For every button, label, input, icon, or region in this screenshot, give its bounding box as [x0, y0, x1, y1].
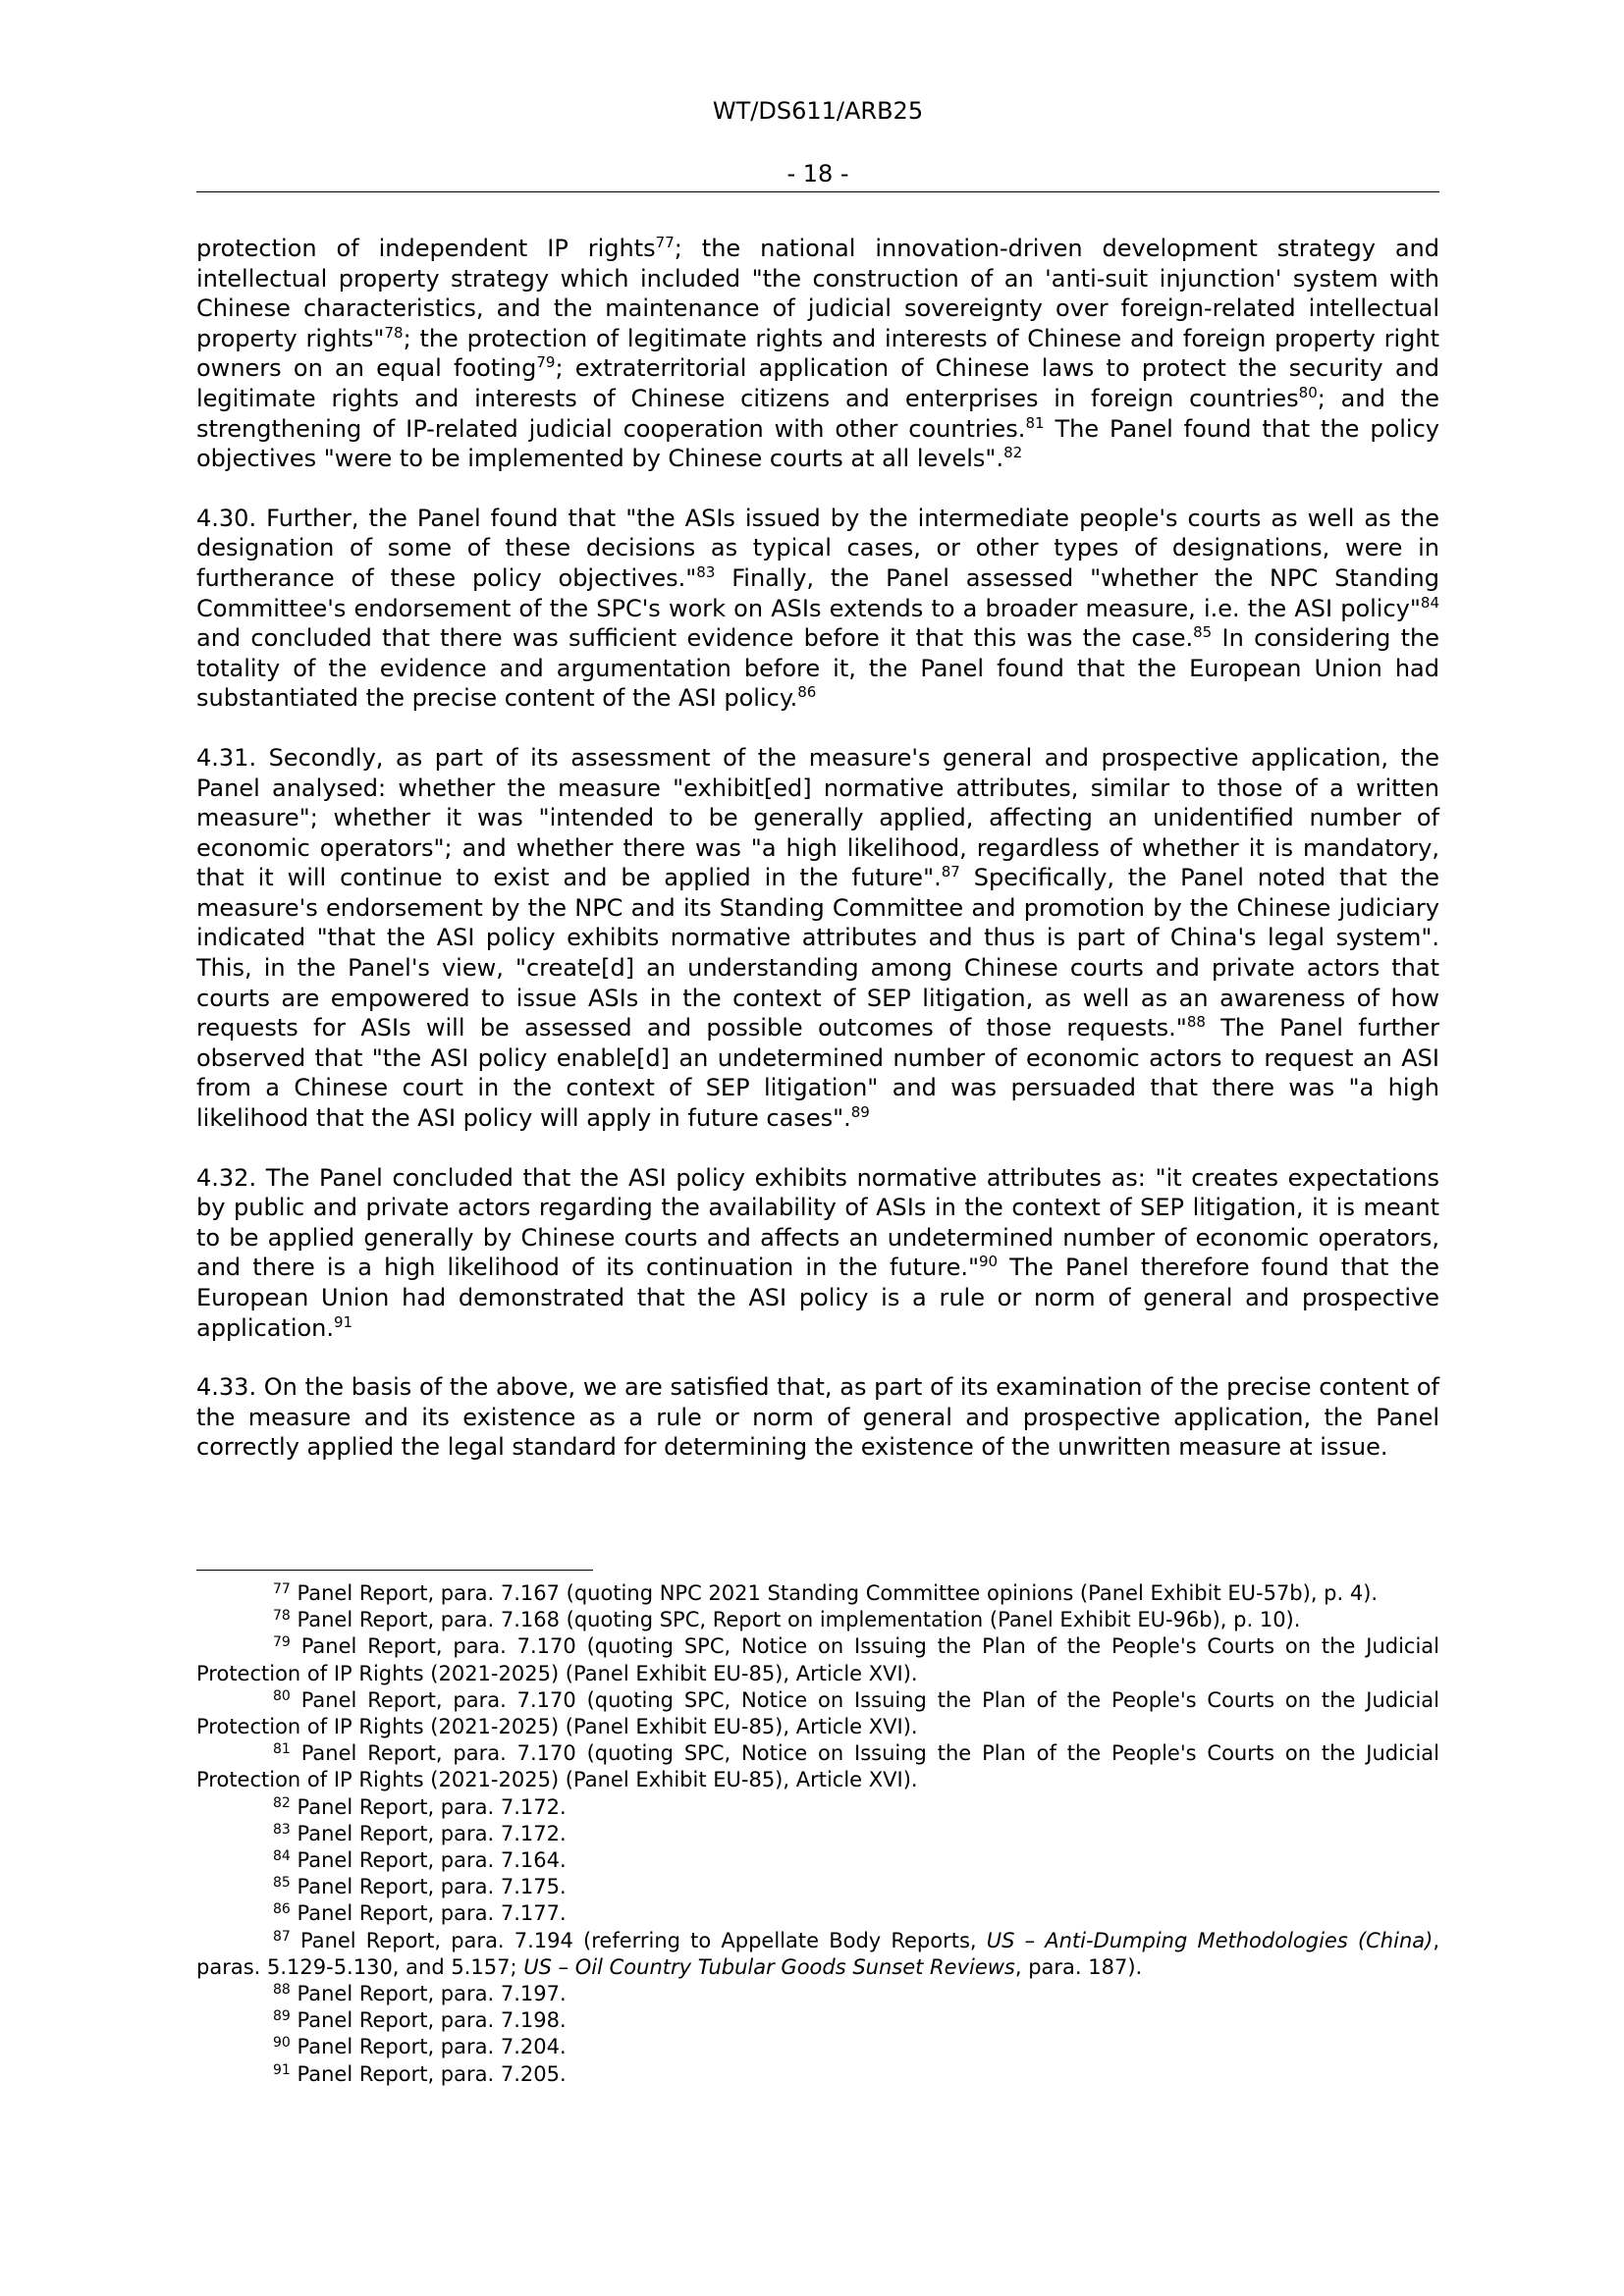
header-divider: [196, 191, 1439, 192]
text-run: , paras. 5.129-5.130, and 5.157;: [196, 1928, 1440, 1979]
footnote: [196, 1981, 1439, 2007]
text-run: The Panel therefore found that the European Union had demonstrated that the ASI policy is a rule or norm of general and prospective application.: [196, 1254, 1439, 1342]
footnote-reference: 88: [1186, 1013, 1206, 1032]
text-run: Specifically, the Panel noted that the measure's endorsement by the NPC and its Standing Committee and promotion by the Chinese judiciary indicated "that the ASI policy exhibits normative attributes and thus is part of China's legal system". This, in the Panel's view, "create[d] an understanding among Chinese courts and private actors that courts are empowered to issue ASIs in the context of SEP litigation, as well as an awareness of how requests for ASIs will be assessed and possible outcomes of those requests.": [196, 864, 1439, 1042]
footnote: [196, 2007, 1439, 2034]
footnote: [196, 2061, 1439, 2088]
footnote: [196, 1580, 1439, 1607]
footnote-reference: 82: [1003, 444, 1023, 462]
text-run: protection of independent IP rights: [196, 235, 656, 262]
footnote: [196, 1687, 1439, 1740]
text-run: The Panel found that the policy objectives "were to be implemented by Chinese courts at all levels".: [196, 414, 1439, 473]
text-run: ; and the strengthening of IP-related judicial cooperation with other countries.: [196, 384, 1440, 443]
footnote-reference: 77: [655, 234, 675, 251]
text-run: ; the national innovation-driven development strategy and intellectual property strategy which included "the construction of an 'anti-suit injunction' system with Chinese characteristics, and the maintenance of judicial sovereignty over foreign-related intellectual property rights": [196, 235, 1440, 352]
footnote: [196, 1928, 1439, 1981]
text-run: In considering the totality of the evidence and argumentation before it, the Panel found that the European Union had substantiated the precise content of the ASI policy.: [196, 624, 1439, 713]
text-run: Panel Report, para. 7.194 (referring to Appellate Body Reports,: [290, 1928, 987, 1952]
text-run: Finally, the Panel assessed "whether the NPC Standing Committee's endorsement of the SPC's work on ASIs extends to a broader measure, i.e. the ASI policy": [196, 563, 1439, 622]
footnote: [196, 1874, 1439, 1900]
text-run: Panel Report, para. 7.170 (quoting SPC, Notice on Issuing the Plan of the People's Courts on the Judicial Protection of IP Rights (2021-2025) (Panel Exhibit EU-85), Article XVI).: [196, 1741, 1439, 1792]
text-run: Panel Report, para. 7.170 (quoting SPC, Notice on Issuing the Plan of the People's Courts on the Judicial Protection of IP Rights (2021-2025) (Panel Exhibit EU-85), Article XVI).: [196, 1634, 1439, 1685]
text-run: Panel Report, para. 7.164.: [290, 1848, 567, 1873]
footnote: [196, 1607, 1439, 1633]
footnote-reference: 89: [850, 1103, 870, 1122]
text-run: Panel Report, para. 7.167 (quoting NPC 2021 Standing Committee opinions (Panel Exhibit EU-57b), p. 4).: [290, 1581, 1379, 1605]
text-run: Panel Report, para. 7.172.: [290, 1794, 567, 1819]
text-run: Panel Report, para. 7.198.: [290, 2008, 567, 2033]
footnote-number: 81: [273, 1741, 291, 1758]
text-run: ; extraterritorial application of Chinese laws to protect the security and legitimate rights and interests of Chinese citizens and enterprises in foreign countries: [196, 354, 1439, 412]
page-number: - 18 -: [786, 160, 849, 187]
footnote-reference: 86: [797, 683, 817, 702]
text-run: 4.30. Further, the Panel found that "the ASIs issued by the intermediate people's courts as well as the designation of some of these decisions as typical cases, or other types of designations, were in furtherance of these policy objectives.": [196, 504, 1439, 592]
text-run: Panel Report, para. 7.175.: [290, 1875, 567, 1899]
footnote-reference: 85: [1193, 623, 1213, 642]
footnote-number: 87: [273, 1928, 291, 1945]
footnote-number: 84: [273, 1848, 291, 1865]
document-symbol: WT/DS611/ARB25: [712, 97, 924, 125]
text-run: 4.33. On the basis of the above, we are satisfied that, as part of its examination of the precise content of the measure and its existence as a rule or norm of general and prospective application, the Panel correctly applied the legal standard for determining the existence of the unwritten measure at issue.: [196, 1373, 1439, 1462]
italic-citation: US – Oil Country Tubular Goods Sunset Reviews: [523, 1954, 1015, 1979]
footnote-number: 78: [273, 1608, 291, 1625]
footnote: [196, 1740, 1439, 1793]
footnote-reference: 84: [1420, 593, 1439, 612]
paragraph: [196, 234, 1439, 474]
text-run: Panel Report, para. 7.170 (quoting SPC, Notice on Issuing the Plan of the People's Courts on the Judicial Protection of IP Rights (2021-2025) (Panel Exhibit EU-85), Article XVI).: [196, 1687, 1439, 1739]
footnote-number: 86: [273, 1901, 291, 1918]
text-run: Panel Report, para. 7.172.: [290, 1821, 567, 1845]
footnote: [196, 1794, 1439, 1821]
footnote-reference: 90: [979, 1253, 999, 1271]
text-run: Panel Report, para. 7.205.: [290, 2061, 567, 2086]
paragraph: [196, 504, 1439, 714]
footnote-number: 91: [273, 2061, 291, 2078]
footnote-number: 80: [273, 1687, 291, 1704]
italic-citation: US – Anti-Dumping Methodologies (China): [986, 1928, 1434, 1952]
footnote-number: 89: [273, 2008, 291, 2025]
footnote-number: 82: [273, 1794, 291, 1811]
text-run: 4.31. Secondly, as part of its assessment of the measure's general and prospective application, the Panel analysed: whether the measure "exhibit[ed] normative attributes, similar to those of a written measure"; whether it was "intended to be generally applied, affecting an unidentified number of economic operators"; and whether there was "a high likelihood, regardless of whether it is mandatory, that it will continue to exist and be applied in the future".: [196, 743, 1439, 892]
text-run: Panel Report, para. 7.197.: [290, 1982, 567, 2006]
text-run: and concluded that there was sufficient evidence before it that this was the case.: [196, 624, 1194, 653]
paragraph: [196, 743, 1439, 1134]
text-run: Panel Report, para. 7.168 (quoting SPC, Report on implementation (Panel Exhibit EU-96b), p. 10).: [290, 1608, 1301, 1632]
text-run: , para. 187).: [1014, 1954, 1143, 1979]
footnote: [196, 1847, 1439, 1874]
paragraph: [196, 1163, 1439, 1344]
document-body: [196, 234, 1439, 1492]
text-run: ; the protection of legitimate rights and interests of Chinese and foreign property right owners on an equal footing: [196, 324, 1439, 383]
footnote-number: 90: [273, 2035, 291, 2052]
text-run: 4.32. The Panel concluded that the ASI policy exhibits normative attributes as: "it creates expectations by public and private actors regarding the availability of ASIs in the context of SEP litigation, it is meant to be applied generally by Chinese courts and affects an undetermined number of economic operators, and there is a high likelihood of its continuation in the future.": [196, 1163, 1439, 1282]
footnote-divider: [196, 1570, 593, 1571]
footnote-reference: 83: [696, 562, 716, 581]
footnote: [196, 1821, 1439, 1847]
footnote-reference: 80: [1298, 383, 1318, 401]
footnote-number: 85: [273, 1875, 291, 1892]
text-run: Panel Report, para. 7.204.: [290, 2035, 567, 2059]
footnote-reference: 87: [941, 863, 960, 881]
text-run: Panel Report, para. 7.177.: [290, 1901, 567, 1926]
footnote-number: 77: [273, 1581, 291, 1597]
footnote: [196, 2034, 1439, 2060]
text-run: The Panel further observed that "the ASI policy enable[d] an undetermined number of economic actors to request an ASI from a Chinese court in the context of SEP litigation" and was persuaded that there was "a high likelihood that the ASI policy will apply in future cases".: [196, 1014, 1439, 1133]
footnotes: [196, 1580, 1439, 2088]
footnote-reference: 78: [384, 323, 404, 342]
footnote-number: 83: [273, 1821, 291, 1838]
footnote-number: 88: [273, 1982, 291, 1999]
footnote-number: 79: [273, 1634, 291, 1651]
paragraph: [196, 1372, 1439, 1463]
footnote: [196, 1633, 1439, 1686]
footnote: [196, 1900, 1439, 1927]
footnote-reference: 91: [334, 1312, 353, 1331]
footnote-reference: 79: [536, 353, 556, 372]
footnote-reference: 81: [1025, 413, 1045, 432]
